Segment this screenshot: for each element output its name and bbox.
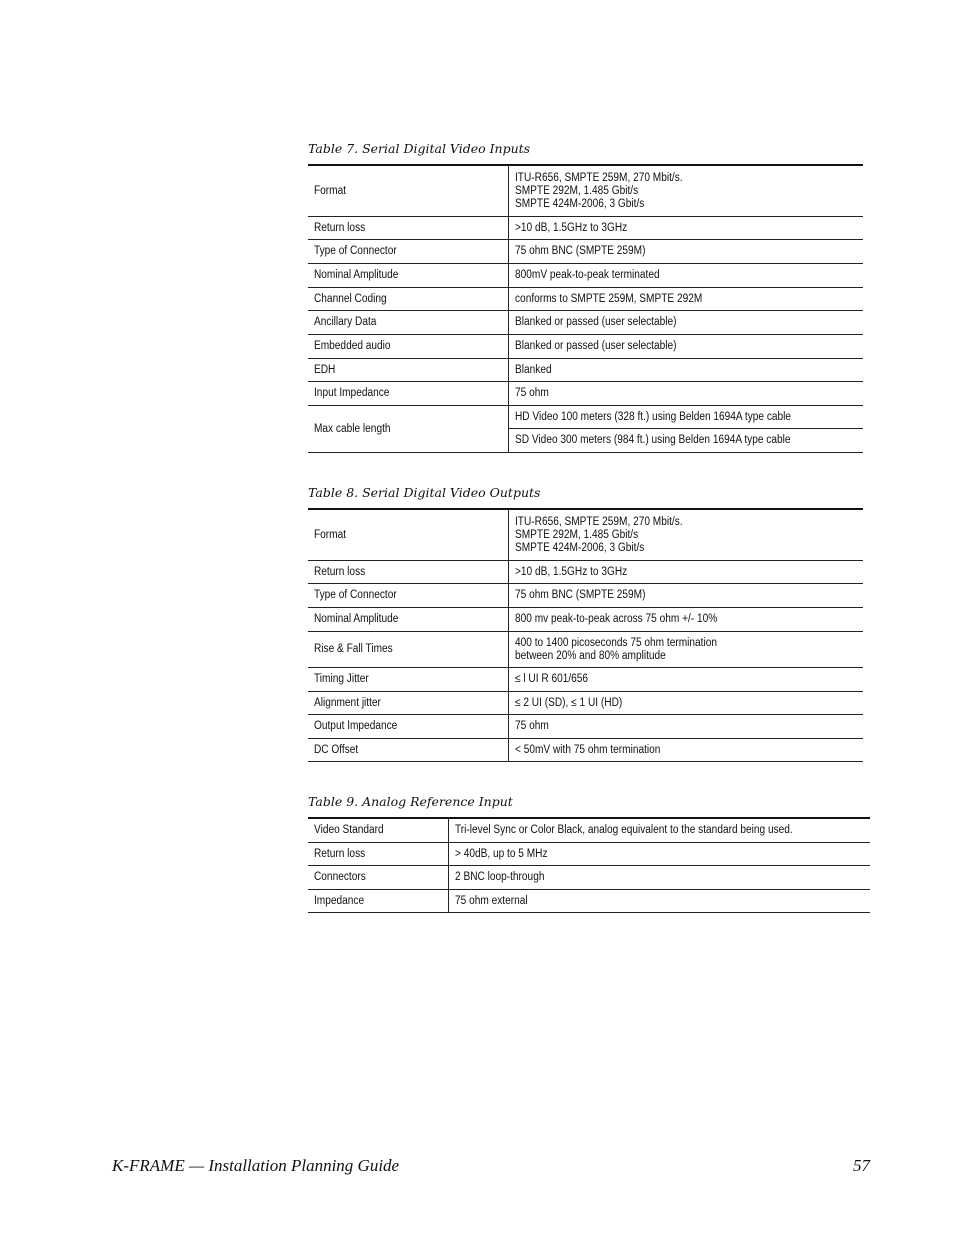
row-label-text: Embedded audio (314, 340, 391, 352)
row-value (509, 739, 864, 762)
row-label-text: Nominal Amplitude (314, 613, 399, 625)
row-value-text: SMPTE 424M-2006, 3 Gbit/s (515, 541, 645, 554)
table-row (308, 584, 863, 608)
table-row (308, 715, 863, 739)
table-row (308, 335, 863, 359)
row-label-text: Channel Coding (314, 292, 387, 305)
row-value (509, 561, 864, 584)
row-value (509, 632, 864, 668)
row-label-text: Type of Connector (314, 245, 397, 257)
row-value (449, 890, 871, 913)
row-label-text: Input Impedance (314, 387, 390, 399)
row-label-text: Nominal Amplitude (314, 269, 399, 281)
table-row (308, 311, 863, 335)
row-value-text: SMPTE 292M, 1.485 Gbit/s (515, 184, 639, 197)
table-analog-reference-input (308, 817, 870, 913)
row-label (308, 382, 509, 406)
row-label (308, 240, 509, 264)
table-row (308, 890, 870, 913)
row-label-text: Video Standard (314, 824, 384, 836)
row-label (308, 165, 509, 217)
row-value-text: 800mV peak-to-peak terminated (515, 269, 660, 281)
table-row (308, 608, 863, 632)
row-value (449, 843, 871, 866)
row-label-text: Connectors (314, 871, 366, 883)
table-serial-digital-video-outputs (308, 508, 863, 762)
row-label-text: Ancillary Data (314, 316, 377, 328)
row-value (509, 692, 864, 715)
row-value-text: Tri-level Sync or Color Black, analog equivalent to the standard being used. (455, 824, 793, 836)
table-row (308, 843, 870, 866)
row-value-text: Blanked (515, 363, 552, 376)
footer-title: K-FRAME — Installation Planning Guide (112, 1156, 400, 1175)
row-value (509, 264, 864, 288)
row-value (509, 165, 864, 217)
table7-caption: Table 7. Serial Digital Video Inputs (308, 141, 531, 156)
row-label (308, 406, 509, 453)
row-value-text: 75 ohm (515, 387, 549, 399)
row-label (308, 584, 509, 608)
row-label (308, 843, 449, 866)
row-label (308, 264, 509, 288)
table-row (308, 632, 863, 668)
table-row (308, 406, 863, 429)
row-label (308, 715, 509, 739)
table-row (308, 509, 863, 561)
table-row (308, 739, 863, 762)
table-row (308, 359, 863, 382)
row-label (308, 890, 449, 913)
row-label-text: Return loss (314, 847, 366, 860)
row-label (308, 335, 509, 359)
row-value-text: 400 to 1400 picoseconds 75 ohm termination (515, 636, 717, 649)
row-value-text: 75 ohm BNC (SMPTE 259M) (515, 245, 646, 257)
row-label-text: DC Offset (314, 743, 359, 756)
table-row (308, 382, 863, 406)
row-value-text: conforms to SMPTE 259M, SMPTE 292M (515, 292, 703, 305)
row-value (509, 240, 864, 264)
row-value-text: > 40dB, up to 5 MHz (455, 847, 548, 860)
row-value-text: SMPTE 292M, 1.485 Gbit/s (515, 528, 639, 541)
row-label-text: Return loss (314, 221, 366, 234)
row-label (308, 818, 449, 843)
table-row (308, 818, 870, 843)
row-value-text: < 50mV with 75 ohm termination (515, 743, 661, 756)
row-value-text: Blanked or passed (user selectable) (515, 340, 677, 352)
row-value-text: >10 dB, 1.5GHz to 3GHz (515, 221, 628, 234)
row-label (308, 561, 509, 584)
row-value (509, 608, 864, 632)
row-value (449, 866, 871, 890)
table-row (308, 692, 863, 715)
row-label (308, 359, 509, 382)
row-label-text: EDH (314, 363, 336, 376)
page-number: 57 (853, 1156, 870, 1175)
row-label (308, 632, 509, 668)
row-value-text: 800 mv peak-to-peak across 75 ohm +/- 10% (515, 613, 718, 625)
row-label-text: Rise & Fall Times (314, 643, 393, 655)
row-value-text: 75 ohm BNC (SMPTE 259M) (515, 589, 646, 601)
row-label (308, 866, 449, 890)
row-label (308, 217, 509, 240)
table8-caption: Table 8. Serial Digital Video Outputs (308, 485, 541, 500)
row-label (308, 668, 509, 692)
row-value-text: HD Video 100 meters (328 ft.) using Belden 1694A type cable (515, 410, 792, 423)
table9-caption: Table 9. Analog Reference Input (308, 794, 513, 809)
table-row (308, 866, 870, 890)
table-row (308, 264, 863, 288)
row-value (509, 668, 864, 692)
row-value (509, 509, 864, 561)
table-serial-digital-video-inputs (308, 164, 863, 453)
row-label (308, 739, 509, 762)
row-value-text: 75 ohm (515, 720, 549, 732)
row-label (308, 509, 509, 561)
row-value-text: ITU-R656, SMPTE 259M, 270 Mbit/s. (515, 515, 683, 528)
row-label (308, 311, 509, 335)
row-value-text: >10 dB, 1.5GHz to 3GHz (515, 565, 628, 578)
row-value (509, 406, 864, 429)
table-row (308, 561, 863, 584)
row-value-text: SD Video 300 meters (984 ft.) using Belden 1694A type cable (515, 434, 791, 446)
row-value (509, 715, 864, 739)
table-row (308, 288, 863, 311)
row-value (509, 335, 864, 359)
row-label (308, 608, 509, 632)
row-value (509, 288, 864, 311)
table-row (308, 165, 863, 217)
row-value-text: ≤ 2 UI (SD), ≤ 1 UI (HD) (515, 696, 623, 709)
row-value-text: Blanked or passed (user selectable) (515, 316, 677, 328)
row-label-text: Format (314, 184, 347, 197)
row-label-text: Output Impedance (314, 720, 398, 732)
row-label-text: Format (314, 528, 347, 541)
row-label-text: Timing Jitter (314, 673, 369, 685)
row-value-text: between 20% and 80% amplitude (515, 649, 666, 662)
row-value (509, 584, 864, 608)
table-row (308, 668, 863, 692)
row-label-text: Return loss (314, 565, 366, 578)
row-label-text: Type of Connector (314, 589, 397, 601)
row-value-text: 2 BNC loop-through (455, 871, 545, 883)
row-value-text: ≤ l UI R 601/656 (515, 673, 589, 685)
table-row (308, 217, 863, 240)
row-value-text: 75 ohm external (455, 894, 528, 907)
row-label-text: Impedance (314, 894, 365, 907)
row-value (509, 429, 864, 453)
row-value (509, 311, 864, 335)
row-label-text: Alignment jitter (314, 696, 381, 709)
row-label-text: Max cable length (314, 422, 391, 435)
row-value-text: SMPTE 424M-2006, 3 Gbit/s (515, 197, 645, 210)
row-label (308, 692, 509, 715)
row-value (449, 818, 871, 843)
row-value-text: ITU-R656, SMPTE 259M, 270 Mbit/s. (515, 171, 683, 184)
row-value (509, 217, 864, 240)
row-value (509, 359, 864, 382)
row-label (308, 288, 509, 311)
table-row (308, 240, 863, 264)
row-value (509, 382, 864, 406)
